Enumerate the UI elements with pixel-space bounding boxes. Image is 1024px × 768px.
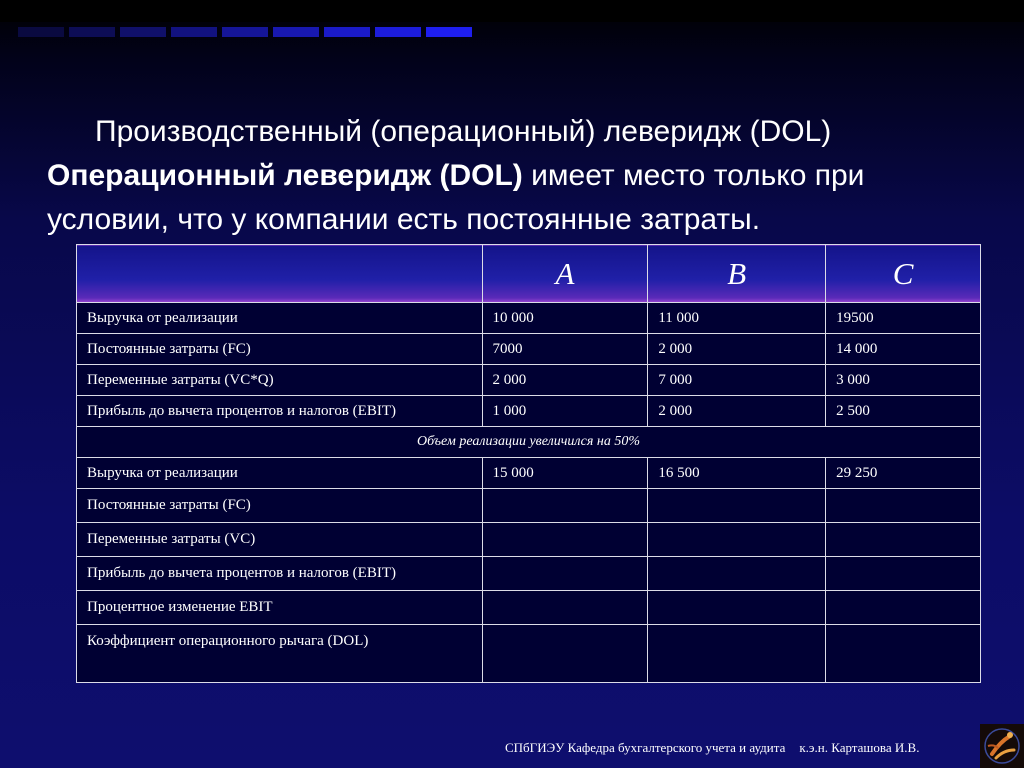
- table-row: [77, 396, 981, 427]
- cell-c: 3 000: [826, 365, 981, 396]
- row-label: Выручка от реализации: [77, 458, 483, 489]
- cell-b: [648, 625, 826, 683]
- cell-a: 2 000: [482, 365, 648, 396]
- deco-segment: [171, 27, 217, 37]
- cell-c: 19500: [826, 303, 981, 334]
- leverage-table: [76, 244, 981, 683]
- volume-increase-note: Объем реализации увеличился на 50%: [77, 427, 981, 458]
- row-label: Выручка от реализации: [77, 303, 483, 334]
- slide-title: Производственный (операционный) леверидж (DOL): [95, 115, 832, 148]
- table-row: [77, 303, 981, 334]
- cell-c: 2 500: [826, 396, 981, 427]
- deco-segment: [375, 27, 421, 37]
- table-row: [77, 365, 981, 396]
- cell-b: 7 000: [648, 365, 826, 396]
- table-row: [77, 591, 981, 625]
- cell-c: [826, 523, 981, 557]
- deco-segment: [69, 27, 115, 37]
- table-header-row: [77, 245, 981, 303]
- row-label: Постоянные затраты (FC): [77, 334, 483, 365]
- cell-b: [648, 557, 826, 591]
- subtitle-bold: Операционный леверидж (DOL): [47, 159, 523, 192]
- header-company-a: A: [482, 245, 648, 303]
- cell-b: [648, 591, 826, 625]
- cell-b: 16 500: [648, 458, 826, 489]
- cell-c: [826, 625, 981, 683]
- cell-a: [482, 557, 648, 591]
- table-row: [77, 557, 981, 591]
- cell-c: 29 250: [826, 458, 981, 489]
- cell-b: 11 000: [648, 303, 826, 334]
- row-label: Прибыль до вычета процентов и налогов (EBIT): [77, 396, 483, 427]
- dancer-logo-icon: [980, 724, 1024, 768]
- cell-a: [482, 591, 648, 625]
- top-strip: [0, 0, 1024, 22]
- cell-b: [648, 523, 826, 557]
- slide-subtitle: [47, 154, 977, 242]
- header-company-c: C: [826, 245, 981, 303]
- corner-logo: [980, 724, 1024, 768]
- decorative-bar: [18, 27, 472, 37]
- cell-b: [648, 489, 826, 523]
- deco-segment: [324, 27, 370, 37]
- cell-a: 15 000: [482, 458, 648, 489]
- cell-c: [826, 557, 981, 591]
- cell-a: 1 000: [482, 396, 648, 427]
- cell-c: [826, 489, 981, 523]
- deco-segment: [273, 27, 319, 37]
- deco-segment: [426, 27, 472, 37]
- cell-a: 7000: [482, 334, 648, 365]
- footer-author: к.э.н. Карташова И.В.: [799, 740, 920, 755]
- table-row: [77, 625, 981, 683]
- subtitle-rest: имеет место только при условии, что у компании есть постоянные затраты.: [47, 159, 865, 236]
- table-row: [77, 458, 981, 489]
- header-company-b: B: [648, 245, 826, 303]
- deco-segment: [222, 27, 268, 37]
- cell-a: 10 000: [482, 303, 648, 334]
- table-note-row: [77, 427, 981, 458]
- table-row: [77, 489, 981, 523]
- cell-a: [482, 625, 648, 683]
- row-label: Коэффициент операционного рычага (DOL): [77, 625, 483, 683]
- cell-c: [826, 591, 981, 625]
- table-row: [77, 523, 981, 557]
- row-label: Процентное изменение EBIT: [77, 591, 483, 625]
- footer-org: СПбГИЭУ Кафедра бухгалтерского учета и аудита: [505, 740, 786, 755]
- row-label: Прибыль до вычета процентов и налогов (EBIT): [77, 557, 483, 591]
- cell-a: [482, 489, 648, 523]
- footer: [505, 740, 919, 756]
- deco-segment: [120, 27, 166, 37]
- cell-c: 14 000: [826, 334, 981, 365]
- row-label: Переменные затраты (VC): [77, 523, 483, 557]
- table-row: [77, 334, 981, 365]
- cell-b: 2 000: [648, 396, 826, 427]
- row-label: Переменные затраты (VC*Q): [77, 365, 483, 396]
- cell-b: 2 000: [648, 334, 826, 365]
- header-blank: [77, 245, 483, 303]
- cell-a: [482, 523, 648, 557]
- row-label: Постоянные затраты (FC): [77, 489, 483, 523]
- deco-segment: [18, 27, 64, 37]
